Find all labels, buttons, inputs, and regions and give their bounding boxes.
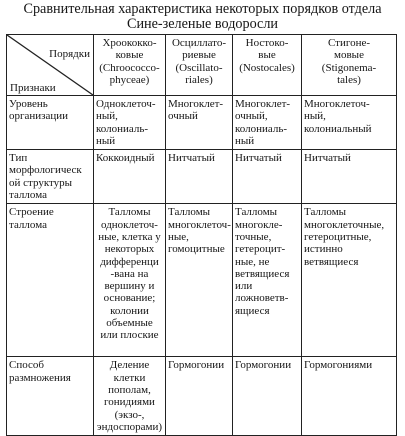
corner-label-features: Признаки [10, 81, 56, 94]
table-cell: Многоклет- очный, колониаль- ный [233, 96, 302, 150]
corner-cell [7, 35, 94, 96]
table-cell: Нитчатый [166, 150, 233, 204]
row-label: Тип морфологическ ой структуры таллома [7, 150, 94, 204]
document-title [0, 2, 405, 32]
table-cell: Одноклеточ- ный, колониаль- ный [94, 96, 166, 150]
table-cell: Талломы многоклеточные, гетероцитные, истинно ветвящиеся [302, 204, 397, 357]
column-header: Стигоне- мовые (Stigonema- tales) [302, 35, 397, 96]
column-header: Ностоко- вые (Nostocales) [233, 35, 302, 96]
table-cell: Талломы одноклеточ- ные, клетка у некоторых дифференци -вана на вершину и основание; колонии объемные или плоские [94, 204, 166, 357]
table-cell: Коккоидный [94, 150, 166, 204]
table-cell: Гормогонии [166, 357, 233, 436]
table-row [7, 150, 397, 204]
row-label: Строение таллома [7, 204, 94, 357]
table-cell: Деление клетки пополам, гонидиями (экзо-, эндоспорами) [94, 357, 166, 436]
header-row [7, 35, 397, 96]
table-cell: Талломы многоклеточ- ные, гомоцитные [166, 204, 233, 357]
table-cell: Гормогониями [302, 357, 397, 436]
row-label: Уровень организации [7, 96, 94, 150]
table-row [7, 96, 397, 150]
table-cell: Многоклеточ- ный, колониальный [302, 96, 397, 150]
column-header: Хроококко- ковые (Chroococco- phyceae) [94, 35, 166, 96]
table-cell: Нитчатый [302, 150, 397, 204]
corner-label-orders: Порядки [49, 48, 90, 60]
row-label: Способ размножения [7, 357, 94, 436]
table-row [7, 204, 397, 357]
title-line-2: Сине-зеленые водоросли [126, 16, 279, 32]
comparison-table [6, 34, 397, 436]
table-cell: Гормогонии [233, 357, 302, 436]
table-cell: Нитчатый [233, 150, 302, 204]
column-header: Осциллато- риевые (Oscillato- riales) [166, 35, 233, 96]
table-cell: Талломы многокле- точные, гетероцит- ные, не ветвящиеся или ложноветв- ящиеся [233, 204, 302, 357]
table-cell: Многоклет- очный [166, 96, 233, 150]
title-line-1: Сравнительная характеристика некоторых порядков отдела [23, 1, 382, 17]
